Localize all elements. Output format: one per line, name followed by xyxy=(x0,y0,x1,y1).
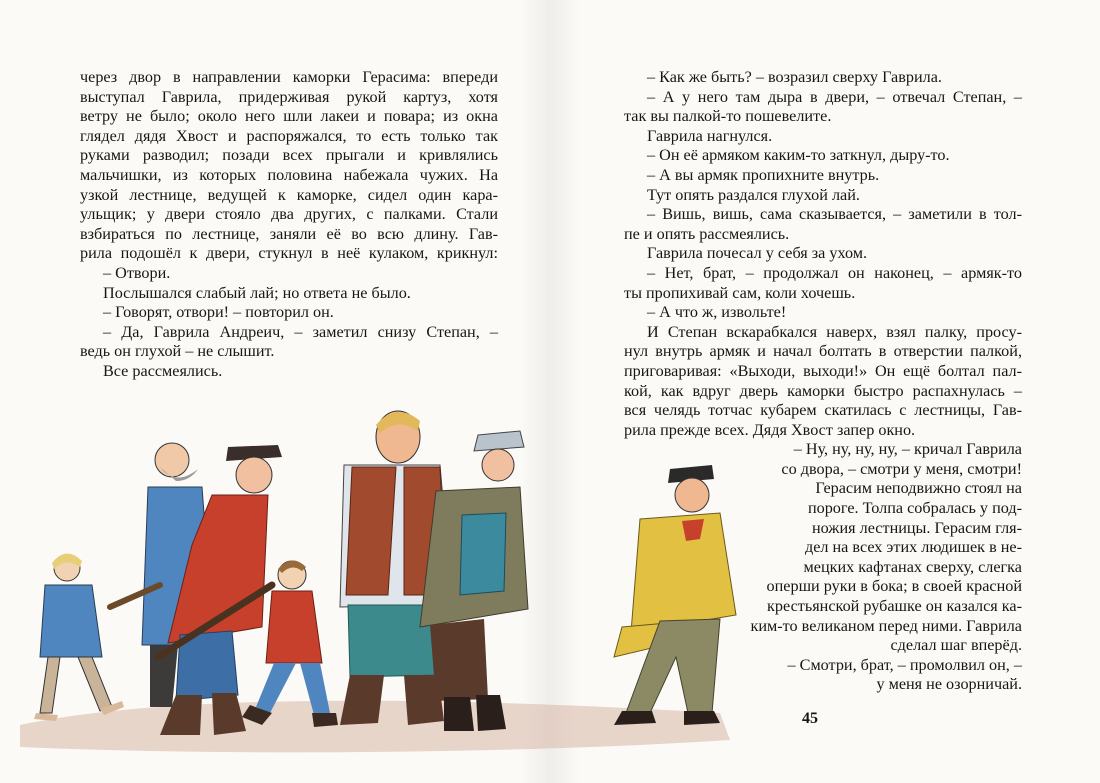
text-line: ножия лестницы. Герасим гля- xyxy=(811,518,1022,537)
text-line: оперши руки в бока; в своей красной xyxy=(766,577,1022,596)
text-line: – Нет, брат, – продолжал он наконец, – армяк-то xyxy=(647,263,1022,282)
text-line: – А у него там дыра в двери, – отвечал Степан, – xyxy=(647,87,1022,106)
text-line: взбираться по лестнице, заняли её во всю длину. Гав- xyxy=(80,224,498,243)
text-line: – Ну, ну, ну, ну, – кричал Гаврила xyxy=(793,440,1022,459)
text-line: – Вишь, вишь, сама сказывается, – заметили в тол- xyxy=(647,205,1022,224)
text-line: кой, как вдруг дверь каморки быстро распахнулась – xyxy=(624,381,1022,400)
text-line: ты пропихивай сам, коли хочешь. xyxy=(624,283,856,302)
small-boy-figure xyxy=(34,553,124,721)
text-line: приговаривая: «Выходи, выходи!» Он ещё болтал пал- xyxy=(624,361,1022,380)
text-line: ветру не было; около него шли лакеи и повара; из окна xyxy=(80,107,498,126)
text-line: рила прежде всех. Дядя Хвост запер окно. xyxy=(624,420,916,439)
text-line: мецких кафтанах сверху, слегка xyxy=(803,557,1022,576)
page-number: 45 xyxy=(802,710,818,727)
text-line: выступал Гаврила, придерживая рукой картуз, хотя xyxy=(80,87,498,106)
text-line: Тут опять раздался глухой лай. xyxy=(647,185,860,204)
text-line: ведь он глухой – не слышит. xyxy=(80,342,275,361)
text-line: – А что ж, извольте! xyxy=(647,303,787,322)
left-page-text xyxy=(80,68,498,382)
text-line: Гаврила нагнулся. xyxy=(647,126,773,145)
text-line: Послышался слабый лай; но ответа не было. xyxy=(103,283,411,302)
text-line: – Как же быть? – возразил сверху Гаврила. xyxy=(647,68,942,86)
text-line: – Отвори. xyxy=(103,263,171,282)
text-line: Все рассмеялись. xyxy=(103,361,223,380)
text-line: глядел дядя Хвост и распоряжался, то есть только так xyxy=(80,126,498,145)
text-line: – Он её армяком каким-то заткнул, дыру-то. xyxy=(647,146,950,165)
text-line: рила подошёл к двери, стукнул в неё кулаком, крикнул: xyxy=(80,244,498,263)
text-line: вся челядь тотчас кубарем скатилась с лестницы, Гав- xyxy=(624,401,1022,420)
text-line: узкой лестнице, ведущей к каморке, сидел один кара- xyxy=(80,185,498,204)
text-line: – Да, Гаврила Андреич, – заметил снизу Степан, – xyxy=(103,322,498,341)
text-line: крестьянской рубашке он казался ка- xyxy=(767,597,1022,616)
text-line: так вы палкой-то пошевелите. xyxy=(624,107,832,126)
text-line: пороге. Толпа собралась у под- xyxy=(807,499,1022,518)
text-line: руками разводил; позади всех прыгали и кривлялись xyxy=(80,146,498,165)
crowd-illustration xyxy=(0,395,760,783)
text-line: Герасим неподвижно стоял на xyxy=(815,479,1022,498)
text-line: через двор в направлении каморки Герасима: впереди xyxy=(80,68,498,86)
text-line: нул внутрь армяк и начал болтать в отверстии палкой, xyxy=(624,342,1022,361)
text-line: Гаврила почесал у себя за ухом. xyxy=(647,244,868,263)
gavrila-figure xyxy=(614,465,736,725)
text-line: ким-то великаном перед ними. Гаврила xyxy=(750,616,1022,635)
text-line: – А вы армяк пропихните внутрь. xyxy=(647,165,880,184)
text-line: – Смотри, брат, – промолвил он, – xyxy=(787,655,1022,674)
text-line: ульщик; у двери стояло два других, с палками. Стали xyxy=(80,205,498,224)
text-line: – Говорят, отвори! – повторил он. xyxy=(103,303,334,322)
text-line: дел на всех этих людишек в не- xyxy=(804,538,1022,557)
text-line: сделал шаг вперёд. xyxy=(890,636,1022,655)
text-line: со двора, – смотри у меня, смотри! xyxy=(781,459,1022,478)
text-line: И Степан вскарабкался наверх, взял палку, просу- xyxy=(647,322,1022,341)
text-line: мальчишки, из которых половина набежала чужих. На xyxy=(80,165,498,184)
text-line: у меня не озорничай. xyxy=(876,675,1022,694)
text-line: пе и опять рассмеялись. xyxy=(624,224,790,243)
